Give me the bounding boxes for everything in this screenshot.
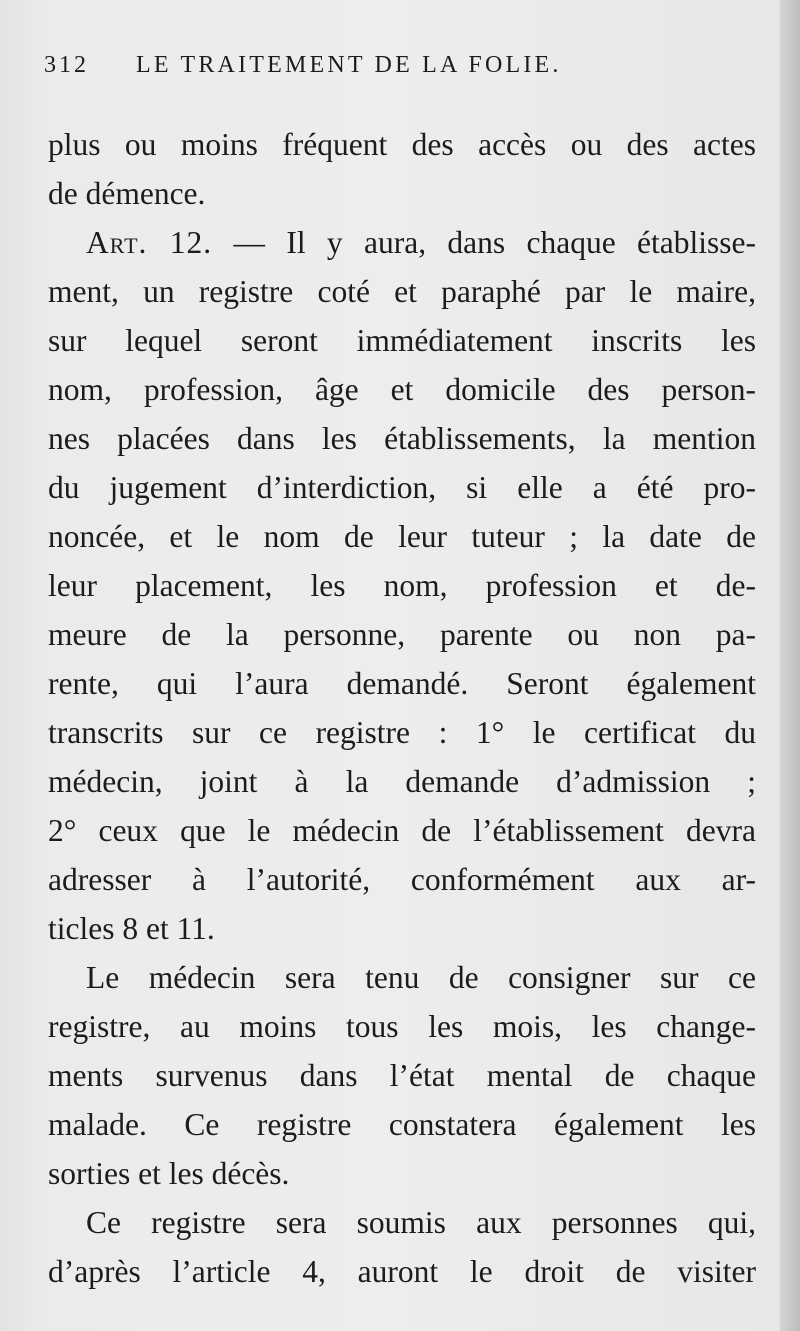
body-text [48,120,756,1296]
text-line-fragment: — Il y aura, dans chaque établisse- [212,225,756,260]
text-line: noncée, et le nom de leur tuteur ; la date de [48,519,756,554]
running-title: LE TRAITEMENT DE LA FOLIE. [136,51,562,78]
text-line: transcrits sur ce registre : 1° le certificat du [48,715,756,750]
text-line: de démence. [48,176,206,211]
text-line: nes placées dans les établissements, la mention [48,421,756,456]
page-number: 312 [44,51,89,78]
text-line: ments survenus dans l’état mental de chaque [48,1058,756,1093]
text-line: rente, qui l’aura demandé. Seront également [48,666,756,701]
article-label: Art. 12. [86,225,213,260]
text-line: registre, au moins tous les mois, les change- [48,1009,756,1044]
text-line: adresser à l’autorité, conformément aux ar- [48,862,756,897]
text-line: du jugement d’interdiction, si elle a été pro- [48,470,756,505]
text-line: plus ou moins fréquent des accès ou des actes [48,127,756,162]
text-line: Ce registre sera soumis aux personnes qui, [86,1205,756,1240]
text-line: meure de la personne, parente ou non pa- [48,617,756,652]
text-line: malade. Ce registre constatera également les [48,1107,756,1142]
text-line: sorties et les décès. [48,1156,290,1191]
text-line: d’après l’article 4, auront le droit de visiter [48,1254,756,1289]
text-line: ticles 8 et 11. [48,911,215,946]
article-12-first-line [48,218,756,267]
text-line: 2° ceux que le médecin de l’établissement devra [48,813,756,848]
page-edge-shadow [780,0,800,1331]
text-line: médecin, joint à la demande d’admission ; [48,764,756,799]
text-line: nom, profession, âge et domicile des person- [48,372,756,407]
text-line: ment, un registre coté et paraphé par le maire, [48,274,756,309]
text-line: sur lequel seront immédiatement inscrits les [48,323,756,358]
running-header [44,48,744,82]
text-line: leur placement, les nom, profession et de- [48,568,756,603]
text-line: Le médecin sera tenu de consigner sur ce [86,960,756,995]
